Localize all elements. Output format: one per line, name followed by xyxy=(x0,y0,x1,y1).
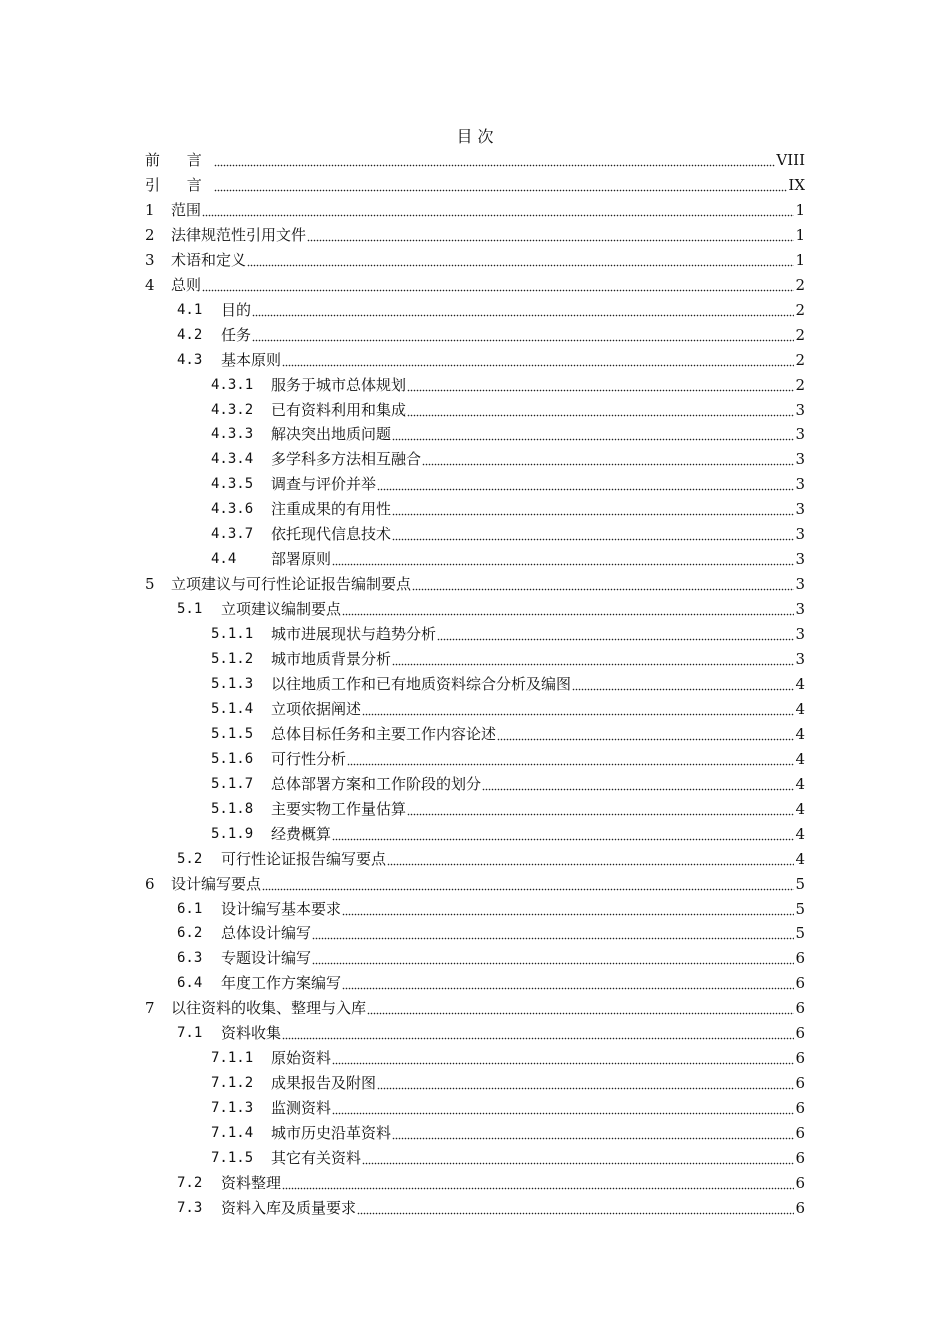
toc-entry-number: 7.1.1 xyxy=(211,1050,254,1067)
toc-entry[interactable] xyxy=(177,921,805,946)
toc-entry-number: 7 xyxy=(145,999,155,1018)
toc-dot-leader xyxy=(437,622,794,647)
toc-entry-label: 总体目标任务和主要工作内容论述 xyxy=(271,724,497,743)
toc-entry-label: 已有资料利用和集成 xyxy=(271,400,407,419)
toc-entry-page-number: 3 xyxy=(795,625,805,644)
toc-dot-leader xyxy=(407,797,794,822)
toc-entry[interactable] xyxy=(177,847,805,872)
toc-entry-label: 设计编写基本要求 xyxy=(221,899,342,918)
toc-entry-number: 5.1.1 xyxy=(211,626,254,643)
toc-dot-leader xyxy=(247,248,794,273)
toc-entry-number: 5.2 xyxy=(177,850,203,867)
toc-dot-leader xyxy=(282,1021,794,1046)
toc-entry-number: 4.3.1 xyxy=(211,376,254,393)
toc-entry-page-number: IX xyxy=(788,175,805,194)
toc-dot-leader xyxy=(362,697,794,722)
toc-dot-leader xyxy=(407,398,794,423)
toc-entry-page-number: VIII xyxy=(776,151,805,169)
toc-entry-number: 2 xyxy=(145,225,155,244)
toc-entry-number: 6.3 xyxy=(177,950,203,967)
toc-entry-number: 4.2 xyxy=(177,326,203,343)
toc-entry-label: 城市历史沿革资料 xyxy=(271,1124,392,1143)
toc-entry[interactable] xyxy=(211,373,805,398)
toc-entry-page-number: 4 xyxy=(795,824,805,843)
toc-entry-page-number: 3 xyxy=(795,525,805,544)
toc-dot-leader xyxy=(332,547,794,572)
toc-entry-label: 注重成果的有用性 xyxy=(271,500,392,519)
toc-entry-page-number: 6 xyxy=(795,999,805,1018)
toc-entry-page-number: 6 xyxy=(795,1198,805,1217)
toc-entry-number: 4.3.6 xyxy=(211,501,254,518)
toc-dot-leader xyxy=(312,946,794,971)
toc-entry-number: 6.1 xyxy=(177,900,203,917)
toc-entry-page-number: 5 xyxy=(795,924,805,943)
toc-dot-leader xyxy=(572,672,794,697)
toc-entry-label: 立项依据阐述 xyxy=(271,699,362,718)
toc-entry-number: 4 xyxy=(145,275,155,294)
toc-entry-page-number: 3 xyxy=(795,475,805,494)
toc-entry[interactable] xyxy=(211,1146,805,1171)
toc-entry[interactable] xyxy=(211,797,805,822)
toc-entry-page-number: 6 xyxy=(795,949,805,968)
toc-dot-leader xyxy=(367,996,794,1021)
toc-entry-page-number: 2 xyxy=(795,350,805,369)
toc-entry-label: 任务 xyxy=(221,325,252,344)
toc-entry-label: 资料收集 xyxy=(221,1024,282,1043)
toc-dot-leader xyxy=(412,572,794,597)
toc-entry[interactable] xyxy=(211,497,805,522)
toc-entry-label: 以往地质工作和已有地质资料综合分析及编图 xyxy=(271,674,572,693)
toc-entry-page-number: 3 xyxy=(795,400,805,419)
toc-entry-label: 主要实物工作量估算 xyxy=(271,799,407,818)
toc-entry-number: 4.3.7 xyxy=(211,526,254,543)
toc-entry-page-number: 6 xyxy=(795,1099,805,1118)
toc-dot-leader xyxy=(347,747,794,772)
toc-entry-label: 以往资料的收集、整理与入库 xyxy=(171,999,367,1018)
toc-entry-number: 7.1.5 xyxy=(211,1150,254,1166)
toc-dot-leader xyxy=(332,1046,794,1071)
toc-entry-label: 城市进展现状与趋势分析 xyxy=(271,625,437,644)
toc-entry-page-number: 3 xyxy=(795,600,805,619)
toc-entry-number: 5.1.4 xyxy=(211,700,254,717)
toc-dot-leader xyxy=(332,1096,794,1121)
toc-entry-page-number: 6 xyxy=(795,1149,805,1167)
toc-entry[interactable] xyxy=(211,1121,805,1146)
toc-entry-label: 调查与评价并举 xyxy=(271,475,377,494)
toc-entry-label: 经费概算 xyxy=(271,824,332,843)
toc-entry-number: 5.1 xyxy=(177,601,203,618)
toc-entry-number: 5.1.3 xyxy=(211,675,254,692)
toc-entry-label: 可行性分析 xyxy=(271,749,347,768)
toc-entry-number: 4.4 xyxy=(211,551,237,568)
toc-dot-leader xyxy=(497,722,794,747)
toc-dot-leader xyxy=(392,422,794,447)
toc-entry-number: 5.1.7 xyxy=(211,775,254,792)
toc-entry-page-number: 5 xyxy=(795,874,805,893)
toc-dot-leader xyxy=(392,1121,794,1146)
toc-entry[interactable] xyxy=(177,348,805,373)
toc-entry-number: 4.1 xyxy=(177,301,203,318)
toc-entry[interactable] xyxy=(211,722,805,747)
toc-entry[interactable] xyxy=(211,422,805,447)
toc-entry[interactable] xyxy=(177,946,805,971)
toc-entry[interactable] xyxy=(145,273,805,298)
toc-entry-number: 5.1.2 xyxy=(211,651,254,667)
toc-entry-number: 4.3.2 xyxy=(211,401,254,418)
toc-dot-leader xyxy=(252,298,794,323)
toc-entry[interactable] xyxy=(211,747,805,772)
toc-entry[interactable] xyxy=(211,398,805,423)
toc-entry-number: 5.1.8 xyxy=(211,800,254,817)
toc-entry-number: 7.1 xyxy=(177,1025,203,1042)
toc-entry-page-number: 4 xyxy=(795,849,805,868)
toc-entry-label: 解决突出地质问题 xyxy=(271,425,392,444)
toc-entry-label: 部署原则 xyxy=(271,550,332,569)
toc-entry-page-number: 6 xyxy=(795,1024,805,1043)
toc-entry[interactable] xyxy=(211,1071,805,1096)
toc-entry-number: 7.3 xyxy=(177,1199,203,1216)
toc-dot-leader xyxy=(252,323,794,348)
toc-entry[interactable] xyxy=(211,472,805,497)
toc-entry[interactable] xyxy=(177,298,805,323)
toc-entry-number: 4.3 xyxy=(177,351,203,368)
toc-entry-number: 7.1.2 xyxy=(211,1075,254,1092)
toc-entry[interactable] xyxy=(211,522,805,547)
toc-dot-leader xyxy=(362,1146,794,1171)
toc-entry-page-number: 3 xyxy=(795,550,805,569)
toc-entry[interactable] xyxy=(177,897,805,922)
toc-dot-leader xyxy=(392,497,794,522)
toc-dot-leader xyxy=(377,1071,794,1096)
toc-entry-number: 5.1.5 xyxy=(211,725,254,742)
toc-entry-number: 6.4 xyxy=(177,975,203,992)
toc-entry[interactable] xyxy=(177,597,805,622)
toc-entry[interactable] xyxy=(145,248,805,273)
toc-entry-label: 年度工作方案编写 xyxy=(221,974,342,993)
toc-entry-page-number: 4 xyxy=(795,749,805,768)
toc-entry-number: 3 xyxy=(145,250,155,269)
toc-dot-leader xyxy=(342,597,794,622)
toc-entry-page-number: 3 xyxy=(795,425,805,444)
toc-entry-label: 原始资料 xyxy=(271,1049,332,1068)
toc-entry-label: 多学科多方法相互融合 xyxy=(271,450,422,469)
toc-entry-page-number: 3 xyxy=(795,450,805,469)
toc-entry[interactable] xyxy=(211,1046,805,1071)
toc-entry-number: 4.3.3 xyxy=(211,426,254,443)
toc-entry-page-number: 6 xyxy=(795,974,805,993)
toc-dot-leader xyxy=(262,872,794,897)
toc-dot-leader xyxy=(214,173,788,198)
toc-entry-page-number: 1 xyxy=(795,225,805,244)
toc-entry[interactable] xyxy=(145,148,805,173)
toc-entry-number: 5 xyxy=(145,575,155,594)
toc-entry-page-number: 4 xyxy=(795,799,805,818)
toc-entry-label: 法律规范性引用文件 xyxy=(171,225,307,244)
toc-entry-number: 5.1.9 xyxy=(211,825,254,842)
toc-entry-page-number: 3 xyxy=(795,650,805,668)
toc-dot-leader xyxy=(202,198,794,223)
toc-dot-leader xyxy=(357,1196,794,1221)
toc-entry-number: 5.1.6 xyxy=(211,750,254,767)
toc-entry[interactable] xyxy=(177,971,805,996)
toc-dot-leader xyxy=(407,373,794,398)
toc-entry-number: 6 xyxy=(145,874,155,893)
toc-entry-number: 7.1.4 xyxy=(211,1125,254,1142)
toc-dot-leader xyxy=(387,847,794,872)
toc-entry-number: 4.3.4 xyxy=(211,451,254,468)
toc-entry[interactable] xyxy=(177,1171,805,1196)
toc-dot-leader xyxy=(342,897,794,922)
toc-entry-label: 立项建议与可行性论证报告编制要点 xyxy=(171,575,412,594)
toc-entry-page-number: 1 xyxy=(795,200,805,219)
toc-entry-label: 依托现代信息技术 xyxy=(271,525,392,544)
toc-entry-page-number: 2 xyxy=(795,300,805,319)
toc-entry-page-number: 4 xyxy=(795,724,805,743)
toc-entry[interactable] xyxy=(211,672,805,697)
toc-entry[interactable] xyxy=(211,622,805,647)
toc-entry-number: 4.3.5 xyxy=(211,476,254,493)
toc-entry-page-number: 5 xyxy=(795,899,805,918)
toc-entry[interactable] xyxy=(211,447,805,472)
toc-entry[interactable] xyxy=(145,872,805,897)
toc-dot-leader xyxy=(342,971,794,996)
toc-entry-label: 范围 xyxy=(171,200,202,219)
toc-entry-number: 7.1.3 xyxy=(211,1100,254,1117)
toc-dot-leader xyxy=(214,148,776,173)
toc-dot-leader xyxy=(422,447,794,472)
toc-entry-label: 其它有关资料 xyxy=(271,1149,362,1167)
toc-entry[interactable] xyxy=(211,647,805,672)
toc-entry-label: 总体设计编写 xyxy=(221,924,312,943)
toc-entry[interactable] xyxy=(211,697,805,722)
toc-dot-leader xyxy=(392,522,794,547)
toc-entry-label: 目的 xyxy=(221,300,252,319)
toc-dot-leader xyxy=(482,772,794,797)
toc-entry-label: 城市地质背景分析 xyxy=(271,650,392,668)
toc-entry-label: 前 言 xyxy=(145,151,213,169)
toc-entry-page-number: 6 xyxy=(795,1049,805,1068)
toc-entry-page-number: 4 xyxy=(795,774,805,793)
toc-entry[interactable] xyxy=(211,822,805,847)
toc-entry-label: 资料整理 xyxy=(221,1173,282,1192)
toc-entry-page-number: 6 xyxy=(795,1074,805,1093)
toc-entry-page-number: 2 xyxy=(795,375,805,394)
toc-entry[interactable] xyxy=(177,323,805,348)
toc-entry-page-number: 3 xyxy=(795,500,805,519)
toc-entry[interactable] xyxy=(145,223,805,248)
toc-entry-label: 术语和定义 xyxy=(171,250,247,269)
toc-entry[interactable] xyxy=(211,1096,805,1121)
toc-entry-label: 总则 xyxy=(171,275,202,294)
toc-dot-leader xyxy=(392,647,794,672)
toc-entry-label: 成果报告及附图 xyxy=(271,1074,377,1093)
toc-entry-label: 监测资料 xyxy=(271,1099,332,1118)
toc-entry-page-number: 2 xyxy=(795,275,805,294)
toc-entry-label: 专题设计编写 xyxy=(221,949,312,968)
toc-entry-label: 基本原则 xyxy=(221,350,282,369)
toc-entry-number: 7.2 xyxy=(177,1174,203,1191)
toc-entry-label: 总体部署方案和工作阶段的划分 xyxy=(271,774,482,793)
toc-entry-label: 服务于城市总体规划 xyxy=(271,375,407,394)
toc-dot-leader xyxy=(377,472,794,497)
toc-entry[interactable] xyxy=(177,1196,805,1221)
toc-entry-page-number: 6 xyxy=(795,1124,805,1143)
toc-entry[interactable] xyxy=(145,173,805,198)
toc-dot-leader xyxy=(312,921,794,946)
toc-entry-label: 立项建议编制要点 xyxy=(221,600,342,619)
toc-entry-page-number: 1 xyxy=(795,250,805,269)
toc-entry-page-number: 4 xyxy=(795,674,805,693)
toc-entry[interactable] xyxy=(211,547,805,572)
toc-entry[interactable] xyxy=(145,996,805,1021)
toc-entry-label: 资料入库及质量要求 xyxy=(221,1198,357,1217)
toc-dot-leader xyxy=(332,822,794,847)
toc-entry-label: 设计编写要点 xyxy=(171,874,262,893)
toc-entry[interactable] xyxy=(211,772,805,797)
toc-dot-leader xyxy=(202,273,794,298)
toc-entry[interactable] xyxy=(145,198,805,223)
toc-entry-number: 6.2 xyxy=(177,925,203,942)
toc-entry-page-number: 6 xyxy=(795,1173,805,1192)
toc-title: 目 次 xyxy=(456,127,494,146)
toc-dot-leader xyxy=(282,1171,794,1196)
toc-entry-page-number: 3 xyxy=(795,575,805,594)
toc-entry[interactable] xyxy=(177,1021,805,1046)
toc-entry-page-number: 4 xyxy=(795,699,805,718)
toc-entry-label: 引 言 xyxy=(145,175,213,194)
toc-entry-number: 1 xyxy=(145,200,155,219)
toc-dot-leader xyxy=(282,348,794,373)
toc-entry-label: 可行性论证报告编写要点 xyxy=(221,849,387,868)
toc-entry[interactable] xyxy=(145,572,805,597)
toc-entry-page-number: 2 xyxy=(795,325,805,344)
toc-dot-leader xyxy=(307,223,794,248)
